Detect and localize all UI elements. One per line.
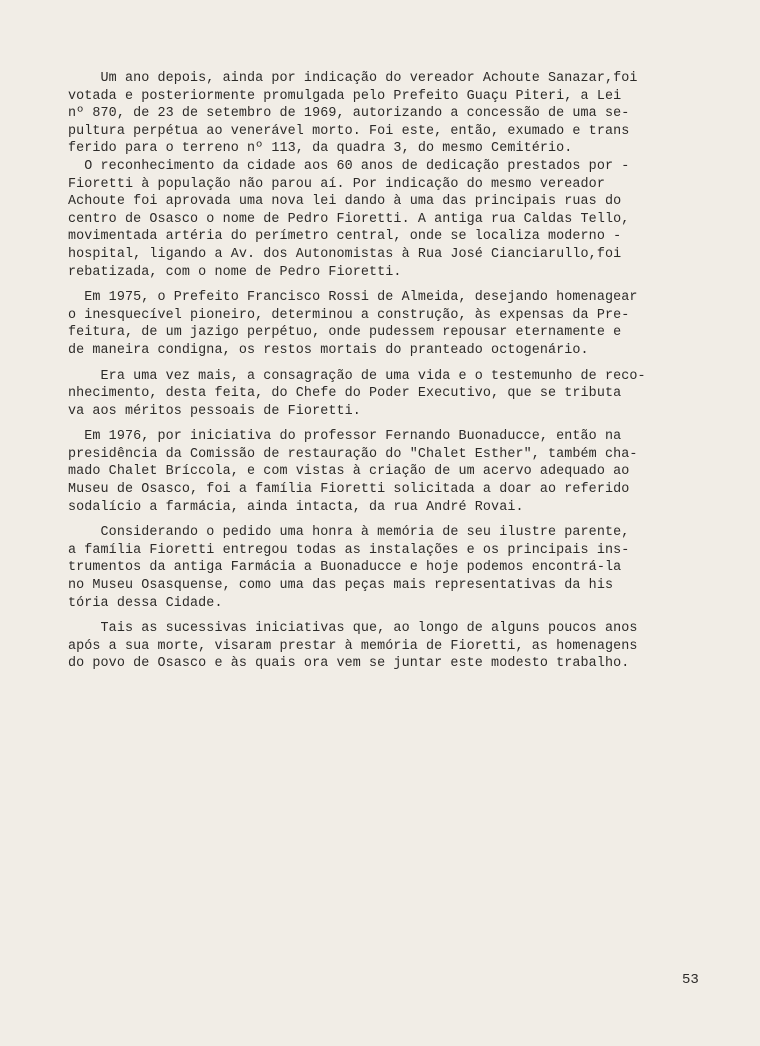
text-line: Achoute foi aprovada uma nova lei dando à uma das principais ruas do <box>68 194 622 210</box>
text-line: Tais as sucessivas iniciativas que, ao longo de alguns poucos anos <box>68 621 638 637</box>
text-line: Um ano depois, ainda por indicação do vereador Achoute Sanazar,foi <box>68 71 638 86</box>
body-text <box>68 70 722 673</box>
text-line: movimentada artéria do perímetro central, onde se localiza moderno - <box>68 229 622 245</box>
text-line: trumentos da antiga Farmácia a Buonaducce e hoje podemos encontrá-la <box>68 560 622 576</box>
text-line: sodalício a farmácia, ainda intacta, da rua André Rovai. <box>68 499 524 515</box>
paragraph-1 <box>68 70 722 281</box>
text-line: O reconhecimento da cidade aos 60 anos de dedicação prestados por - <box>68 158 630 174</box>
text-line: Em 1976, por iniciativa do professor Fernando Buonaducce, então na <box>68 429 622 445</box>
text-line: ferido para o terreno nº 113, da quadra 3, do mesmo Cemitério. <box>68 141 573 157</box>
paragraph-4 <box>68 428 722 516</box>
paragraph-2 <box>68 289 722 359</box>
text-line: Era uma vez mais, a consagração de uma vida e o testemunho de reco- <box>68 368 646 384</box>
text-line: va aos méritos pessoais de Fioretti. <box>68 403 361 419</box>
text-line: presidência da Comissão de restauração do "Chalet Esther", também cha- <box>68 446 638 462</box>
text-line: após a sua morte, visaram prestar à memória de Fioretti, as homenagens <box>68 638 638 654</box>
paragraph-6 <box>68 620 722 673</box>
text-line: feitura, de um jazigo perpétuo, onde pudessem repousar eternamente e <box>68 325 622 341</box>
text-line: rebatizada, com o nome de Pedro Fioretti. <box>68 264 402 280</box>
text-line: Museu de Osasco, foi a família Fioretti solicitada a doar ao referido <box>68 482 630 498</box>
page-number: 53 <box>682 972 699 988</box>
text-line: votada e posteriormente promulgada pelo Prefeito Guaçu Piteri, a Lei <box>68 88 622 104</box>
text-line: no Museu Osasquense, como uma das peças mais representativas da his <box>68 578 614 594</box>
text-line: centro de Osasco o nome de Pedro Fioretti. A antiga rua Caldas Tello, <box>68 211 630 227</box>
text-line: tória dessa Cidade. <box>68 595 223 611</box>
text-line: nhecimento, desta feita, do Chefe do Poder Executivo, que se tributa <box>68 386 622 402</box>
text-line: de maneira condigna, os restos mortais do pranteado octogenário. <box>68 342 589 358</box>
text-line: Considerando o pedido uma honra à memória de seu ilustre parente, <box>68 525 630 541</box>
text-line: Fioretti à população não parou aí. Por indicação do mesmo vereador <box>68 176 605 192</box>
text-line: mado Chalet Bríccola, e com vistas à criação de um acervo adequado ao <box>68 464 630 480</box>
text-line: nº 870, de 23 de setembro de 1969, autorizando a concessão de uma se- <box>68 106 630 122</box>
text-line: o inesquecível pioneiro, determinou a construção, às expensas da Pre- <box>68 307 630 323</box>
text-line: do povo de Osasco e às quais ora vem se juntar este modesto trabalho. <box>68 656 630 672</box>
paragraph-3 <box>68 368 722 421</box>
paragraph-5 <box>68 524 722 612</box>
text-line: hospital, ligando a Av. dos Autonomistas à Rua José Cianciarullo,foi <box>68 246 622 262</box>
text-line: Em 1975, o Prefeito Francisco Rossi de Almeida, desejando homenagear <box>68 290 638 306</box>
text-line: a família Fioretti entregou todas as instalações e os principais ins- <box>68 542 630 558</box>
text-line: pultura perpétua ao venerável morto. Foi este, então, exumado e trans <box>68 123 630 139</box>
